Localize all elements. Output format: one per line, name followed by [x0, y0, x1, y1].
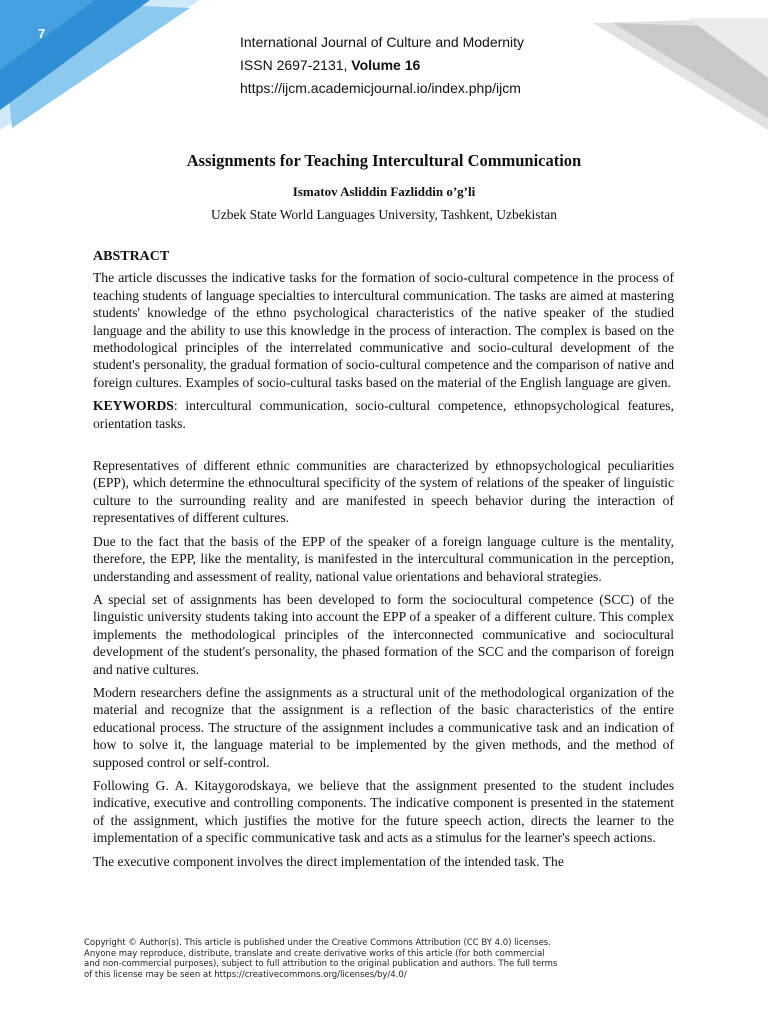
footer-line: of this license may be seen at https://creativecommons.org/licenses/by/4.0/: [84, 970, 407, 981]
body-paragraph: The executive component involves the direct implementation of the intended task. The: [93, 853, 564, 869]
body-paragraph: Following G. A. Kitaygorodskaya, we believe that the assignment presented to the student includes indicative, executive and controlling components. The indicative component is presented in the statement of the assignment, which justifies the motive for the future speech action, directs the learner to the implementation of a specific communicative task and acts as a stimulus for the learner's speech actions.: [93, 777, 674, 846]
footer-line: Copyright © Author(s). This article is published under the Creative Commons Attribution (CC BY 4.0) licenses.: [84, 938, 551, 948]
body-paragraph: A special set of assignments has been developed to form the sociocultural competence (SCC) of the linguistic university students taking into account the EPP of a speaker of a different culture. This complex implements the methodological principles of the interconnected communicative and sociocultural development of the student's personality, the phased formation of the SCC and the comparison of foreign and native cultures.: [93, 591, 674, 677]
body-paragraph: Modern researchers define the assignments as a structural unit of the methodological organization of the material and recognize that the assignment is a reflection of the basic characteristics of the entire educational process. The structure of the assignment includes a communicative task and an indication of how to solve it, the language material to be implemented by the given methods, and the method of supposed control or self-control.: [93, 684, 674, 770]
journal-header: [240, 31, 524, 100]
body-paragraph: Representatives of different ethnic communities are characterized by ethnopsychological peculiarities (EPP), which determine the ethnocultural specificity of the system of relations of the speaker of linguistic culture to the surrounding reality and are manifested in speech behavior during the interaction of representatives of different cultures.: [93, 458, 674, 526]
article-title: Assignments for Teaching Intercultural Communication: [186, 151, 582, 170]
footer-line: Anyone may reproduce, distribute, translate and create derivative works of this article (for both commercial: [84, 948, 545, 959]
article-affiliation: Uzbek State World Languages University, Tashkent, Uzbekistan: [210, 207, 557, 222]
journal-issn: ISSN 2697-2131,: [240, 57, 352, 73]
article-author: Ismatov Asliddin Fazliddin o’g’li: [292, 184, 476, 199]
abstract-text: The article discusses the indicative tasks for the formation of socio-cultural competence in the process of teaching students of language specialties to intercultural communication. The tasks are aimed at mastering students' knowledge of the ethno psychological characteristics of the native speaker of the studied language and the ability to use this knowledge in the process of interaction. The complex is based on the methodological principles of the interrelated communicative and socio-cultural development of the student's personality, the gradual formation of socio-cultural competence and the comparison of native and foreign cultures. Examples of socio-cultural tasks based on the material of the English language are given.: [93, 270, 674, 390]
corner-decoration-blue: [0, 0, 200, 130]
journal-url[interactable]: https://ijcm.academicjournal.io/index.php/ijcm: [240, 80, 521, 96]
journal-name: International Journal of Culture and Modernity: [240, 34, 525, 50]
keywords-label: KEYWORDS: [93, 398, 174, 414]
page-number: 7: [38, 26, 46, 41]
footer-line: and non-commercial purposes), subject to full attribution to the original publication and authors. The full terms: [84, 959, 558, 970]
body-paragraph: Due to the fact that the basis of the EPP of the speaker of a foreign language culture is the mentality, therefore, the EPP, like the mentality, is manifested in the intercultural communication in the perception, understanding and assessment of reality, national value orientations and behavioral strategies.: [93, 533, 674, 584]
license-footer: [84, 938, 644, 981]
abstract-heading: ABSTRACT: [93, 249, 170, 264]
article-content: [93, 248, 674, 876]
corner-decoration-gray: [593, 18, 768, 130]
journal-issn-line: [240, 54, 524, 77]
journal-volume: Volume 16: [351, 57, 421, 73]
keywords-text: : intercultural communication, socio-cultural competence, ethnopsychological features, orientation tasks.: [93, 398, 674, 431]
keywords: [93, 397, 674, 432]
